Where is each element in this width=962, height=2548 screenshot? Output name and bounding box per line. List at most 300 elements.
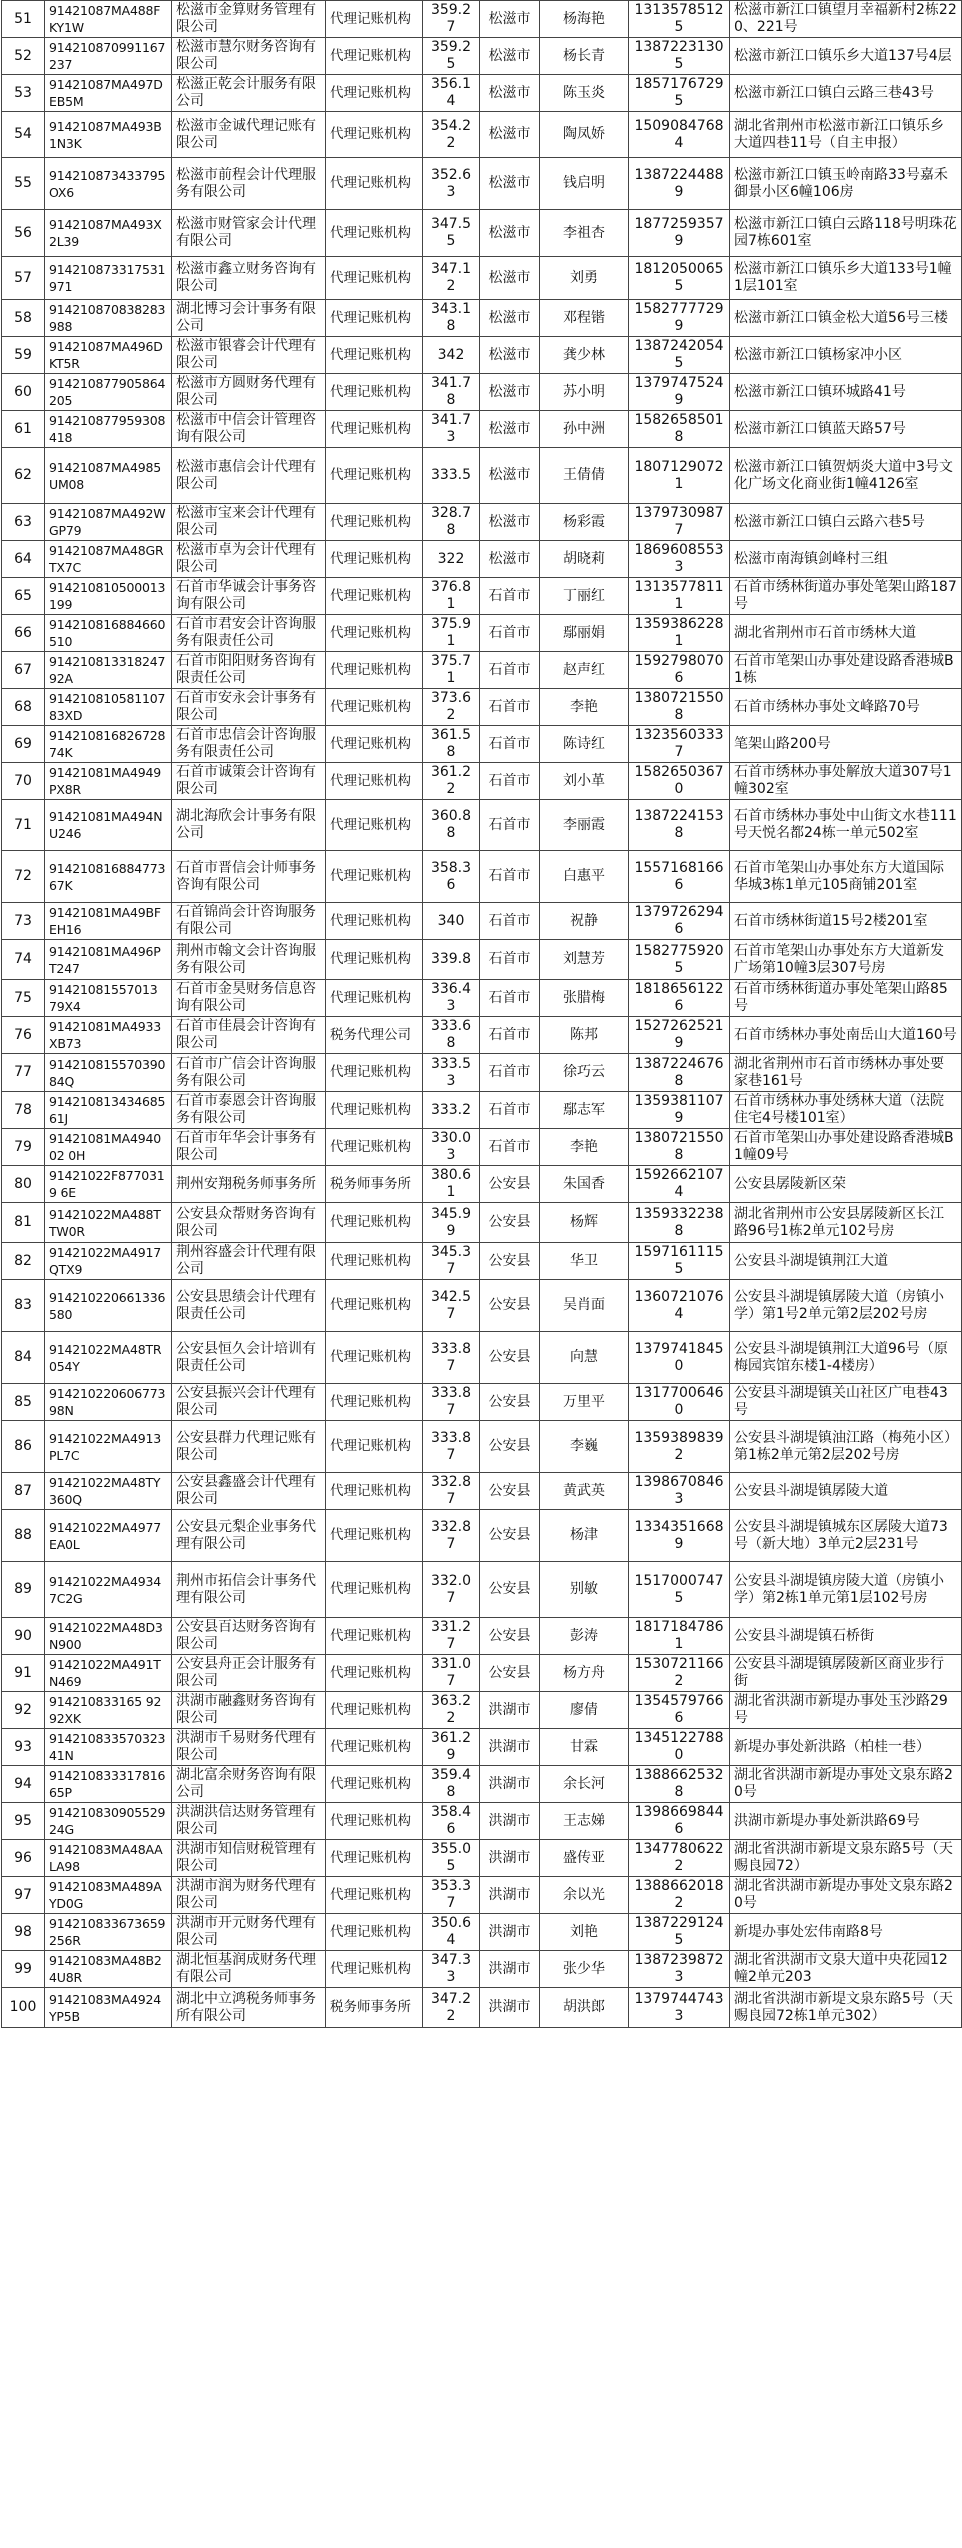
- cell-person: 刘慧芳: [540, 940, 629, 980]
- cell-code: 914210877959308418: [45, 411, 172, 448]
- cell-score: 375.71: [423, 652, 480, 689]
- cell-phone: 13593811079: [629, 1092, 730, 1129]
- cell-city: 松滋市: [480, 411, 540, 448]
- cell-no: 58: [2, 300, 45, 337]
- cell-type: 代理记账机构: [326, 851, 423, 903]
- cell-code: 914210816826728 74K: [45, 726, 172, 763]
- cell-score: 332.87: [423, 1510, 480, 1562]
- cell-address: 松滋市新江口镇贺炳炎大道中3号文化广场文化商业街1幢4126室: [730, 448, 962, 504]
- cell-name: 湖北富余财务咨询有限公司: [172, 1766, 326, 1803]
- cell-code: 914210870838283988: [45, 300, 172, 337]
- cell-city: 公安县: [480, 1562, 540, 1618]
- table-row: [2, 1384, 962, 1421]
- cell-no: 91: [2, 1655, 45, 1692]
- cell-code: 914210815570390 84Q: [45, 1054, 172, 1092]
- table-row: [2, 1562, 962, 1618]
- cell-phone: 18571767295: [629, 75, 730, 112]
- table-row: [2, 257, 962, 300]
- cell-person: 杨长青: [540, 38, 629, 75]
- cell-address: 石首市绣林街道办事处笔架山路187号: [730, 578, 962, 615]
- cell-type: 代理记账机构: [326, 1243, 423, 1280]
- table-row: [2, 1988, 962, 2028]
- cell-name: 石首市广信会计咨询服务有限公司: [172, 1054, 326, 1092]
- cell-address: 湖北省洪湖市新堤文泉东路5号（天赐良园72栋1单元302）: [730, 1988, 962, 2028]
- cell-score: 352.63: [423, 158, 480, 210]
- cell-city: 洪湖市: [480, 1951, 540, 1988]
- cell-type: 代理记账机构: [326, 1766, 423, 1803]
- cell-address: 松滋市新江口镇白云路三巷43号: [730, 75, 962, 112]
- cell-score: 380.61: [423, 1166, 480, 1203]
- table-row: [2, 112, 962, 158]
- table-row: [2, 1655, 962, 1692]
- cell-address: 湖北省洪湖市新堤办事处文泉东路20号: [730, 1766, 962, 1803]
- cell-phone: 13177006460: [629, 1384, 730, 1421]
- cell-code: 91421087MA488FKY1W: [45, 1, 172, 38]
- table-row: [2, 1332, 962, 1384]
- cell-city: 松滋市: [480, 112, 540, 158]
- cell-score: 345.37: [423, 1243, 480, 1280]
- cell-phone: 13797309877: [629, 504, 730, 541]
- cell-no: 61: [2, 411, 45, 448]
- cell-name: 公安县思绩会计代理有限责任公司: [172, 1280, 326, 1332]
- cell-person: 彭涛: [540, 1618, 629, 1655]
- cell-name: 荆州市拓信会计事务代理有限公司: [172, 1562, 326, 1618]
- cell-person: 李丽霞: [540, 800, 629, 851]
- cell-type: 代理记账机构: [326, 652, 423, 689]
- table-row: [2, 726, 962, 763]
- cell-score: 363.22: [423, 1692, 480, 1729]
- cell-city: 洪湖市: [480, 1803, 540, 1840]
- table-row: [2, 1243, 962, 1280]
- cell-code: 914210830905529 24G: [45, 1803, 172, 1840]
- cell-score: 339.8: [423, 940, 480, 980]
- cell-name: 公安县元梨企业事务代理有限公司: [172, 1510, 326, 1562]
- table-row: [2, 337, 962, 374]
- cell-city: 松滋市: [480, 504, 540, 541]
- cell-no: 53: [2, 75, 45, 112]
- cell-person: 鄢丽娟: [540, 615, 629, 652]
- cell-score: 347.55: [423, 210, 480, 257]
- cell-name: 公安县群力代理记账有限公司: [172, 1421, 326, 1473]
- cell-person: 胡晓莉: [540, 541, 629, 578]
- cell-code: 91421022MA48D3N900: [45, 1618, 172, 1655]
- cell-name: 洪湖市千易财务代理有限公司: [172, 1729, 326, 1766]
- cell-type: 代理记账机构: [326, 337, 423, 374]
- cell-type: 代理记账机构: [326, 374, 423, 411]
- cell-city: 松滋市: [480, 158, 540, 210]
- cell-type: 代理记账机构: [326, 1840, 423, 1877]
- cell-phone: 13807215508: [629, 1129, 730, 1166]
- cell-code: 914210833570323 41N: [45, 1729, 172, 1766]
- cell-phone: 13886625328: [629, 1766, 730, 1803]
- cell-phone: 18186561226: [629, 980, 730, 1017]
- cell-type: 代理记账机构: [326, 1092, 423, 1129]
- cell-score: 361.22: [423, 763, 480, 800]
- cell-address: 石首市绣林办事处解放大道307号1幢302室: [730, 763, 962, 800]
- cell-phone: 13135778111: [629, 578, 730, 615]
- table-row: [2, 210, 962, 257]
- cell-score: 361.58: [423, 726, 480, 763]
- cell-phone: 15272625219: [629, 1017, 730, 1054]
- cell-score: 333.5: [423, 448, 480, 504]
- cell-phone: 13593898392: [629, 1421, 730, 1473]
- cell-address: 松滋市南海镇剑峰村三组: [730, 541, 962, 578]
- cell-person: 朱国香: [540, 1166, 629, 1203]
- cell-score: 356.14: [423, 75, 480, 112]
- cell-person: 陈邦: [540, 1017, 629, 1054]
- cell-type: 税务师事务所: [326, 1166, 423, 1203]
- cell-no: 97: [2, 1877, 45, 1914]
- cell-no: 64: [2, 541, 45, 578]
- cell-score: 355.05: [423, 1840, 480, 1877]
- cell-name: 公安县恒久会计培训有限责任公司: [172, 1332, 326, 1384]
- cell-code: 91421087MA493B1N3K: [45, 112, 172, 158]
- cell-address: 松滋市新江口镇乐乡大道133号1幢1层101室: [730, 257, 962, 300]
- cell-score: 360.88: [423, 800, 480, 851]
- cell-address: 公安县斗湖堤镇城东区孱陵大道73号（新大地）3单元2层231号: [730, 1510, 962, 1562]
- table-row: [2, 1510, 962, 1562]
- cell-phone: 15307211662: [629, 1655, 730, 1692]
- cell-address: 公安县斗湖堤镇石桥街: [730, 1618, 962, 1655]
- cell-score: 354.22: [423, 112, 480, 158]
- cell-person: 吴肖面: [540, 1280, 629, 1332]
- cell-city: 松滋市: [480, 257, 540, 300]
- cell-phone: 15971611155: [629, 1243, 730, 1280]
- cell-score: 350.64: [423, 1914, 480, 1951]
- cell-phone: 18071290721: [629, 448, 730, 504]
- cell-person: 陈玉炎: [540, 75, 629, 112]
- cell-type: 代理记账机构: [326, 1951, 423, 1988]
- cell-name: 湖北中立鸿税务师事务所有限公司: [172, 1988, 326, 2028]
- cell-name: 石首市安永会计事务有限公司: [172, 689, 326, 726]
- cell-code: 91421022MA488TTW0R: [45, 1203, 172, 1243]
- cell-no: 99: [2, 1951, 45, 1988]
- cell-person: 余长河: [540, 1766, 629, 1803]
- cell-phone: 13343516689: [629, 1510, 730, 1562]
- cell-person: 钱启明: [540, 158, 629, 210]
- cell-score: 359.25: [423, 38, 480, 75]
- cell-score: 333.87: [423, 1384, 480, 1421]
- cell-person: 刘勇: [540, 257, 629, 300]
- cell-no: 85: [2, 1384, 45, 1421]
- cell-city: 公安县: [480, 1473, 540, 1510]
- table-row: [2, 763, 962, 800]
- cell-city: 公安县: [480, 1384, 540, 1421]
- cell-name: 洪湖市润为财务代理有限公司: [172, 1877, 326, 1914]
- cell-name: 荆州容盛会计代理有限公司: [172, 1243, 326, 1280]
- cell-person: 杨辉: [540, 1203, 629, 1243]
- cell-person: 甘霖: [540, 1729, 629, 1766]
- cell-type: 代理记账机构: [326, 75, 423, 112]
- cell-no: 87: [2, 1473, 45, 1510]
- cell-city: 石首市: [480, 578, 540, 615]
- cell-code: 91421022MA49347C2G: [45, 1562, 172, 1618]
- cell-type: 代理记账机构: [326, 578, 423, 615]
- cell-city: 石首市: [480, 763, 540, 800]
- table-row: [2, 1803, 962, 1840]
- cell-no: 78: [2, 1092, 45, 1129]
- cell-no: 96: [2, 1840, 45, 1877]
- cell-city: 公安县: [480, 1510, 540, 1562]
- cell-name: 石首市君安会计咨询服务有限责任公司: [172, 615, 326, 652]
- cell-code: 91421081MA494NU246: [45, 800, 172, 851]
- cell-person: 杨海艳: [540, 1, 629, 38]
- cell-score: 347.22: [423, 1988, 480, 2028]
- cell-no: 69: [2, 726, 45, 763]
- cell-no: 75: [2, 980, 45, 1017]
- cell-phone: 13797475249: [629, 374, 730, 411]
- cell-code: 91421022MA491TN469: [45, 1655, 172, 1692]
- cell-person: 张少华: [540, 1951, 629, 1988]
- table-row: [2, 1421, 962, 1473]
- cell-phone: 18171847861: [629, 1618, 730, 1655]
- cell-person: 邓程锴: [540, 300, 629, 337]
- cell-address: 石首市绣林办事处绣林大道（法院住宅4号楼101室）: [730, 1092, 962, 1129]
- cell-no: 83: [2, 1280, 45, 1332]
- cell-phone: 13872291245: [629, 1914, 730, 1951]
- cell-name: 石首市华诚会计事务咨询有限公司: [172, 578, 326, 615]
- cell-person: 王志娣: [540, 1803, 629, 1840]
- table-row: [2, 1166, 962, 1203]
- cell-address: 公安县斗湖堤镇荆江大道96号（原梅园宾馆东楼1-4楼房）: [730, 1332, 962, 1384]
- cell-score: 376.81: [423, 578, 480, 615]
- cell-type: 代理记账机构: [326, 940, 423, 980]
- cell-city: 石首市: [480, 1129, 540, 1166]
- cell-address: 湖北省荆州市公安县孱陵新区长江路96号1栋2单元102号房: [730, 1203, 962, 1243]
- cell-code: 91421081MA4933XB73: [45, 1017, 172, 1054]
- cell-no: 84: [2, 1332, 45, 1384]
- cell-score: 331.07: [423, 1655, 480, 1692]
- table-row: [2, 615, 962, 652]
- cell-phone: 13451227880: [629, 1729, 730, 1766]
- cell-city: 松滋市: [480, 448, 540, 504]
- cell-name: 公安县鑫盛会计代理有限公司: [172, 1473, 326, 1510]
- cell-type: 代理记账机构: [326, 1384, 423, 1421]
- cell-city: 公安县: [480, 1280, 540, 1332]
- cell-code: 914210833165 9292XK: [45, 1692, 172, 1729]
- cell-code: 91421087MA48GRTX7C: [45, 541, 172, 578]
- cell-type: 代理记账机构: [326, 1562, 423, 1618]
- cell-address: 湖北省荆州市松滋市新江口镇乐乡大道四巷11号（自主申报）: [730, 112, 962, 158]
- cell-code: 91421081MA494002 0H: [45, 1129, 172, 1166]
- cell-score: 333.68: [423, 1017, 480, 1054]
- cell-address: 石首市绣林街道15号2楼201室: [730, 903, 962, 940]
- cell-type: 代理记账机构: [326, 257, 423, 300]
- cell-code: 914210813434685 61J: [45, 1092, 172, 1129]
- cell-address: 新堤办事处新洪路（柏桂一巷）: [730, 1729, 962, 1766]
- cell-name: 松滋市金算财务管理有限公司: [172, 1, 326, 38]
- cell-type: 代理记账机构: [326, 1203, 423, 1243]
- cell-no: 88: [2, 1510, 45, 1562]
- cell-type: 代理记账机构: [326, 504, 423, 541]
- cell-city: 石首市: [480, 903, 540, 940]
- cell-score: 373.62: [423, 689, 480, 726]
- cell-phone: 13545797666: [629, 1692, 730, 1729]
- cell-person: 胡洪郎: [540, 1988, 629, 2028]
- cell-phone: 15826585018: [629, 411, 730, 448]
- cell-score: 333.53: [423, 1054, 480, 1092]
- cell-no: 90: [2, 1618, 45, 1655]
- cell-phone: 13872244889: [629, 158, 730, 210]
- cell-type: 代理记账机构: [326, 980, 423, 1017]
- cell-name: 松滋市宝来会计代理有限公司: [172, 504, 326, 541]
- cell-address: 石首市笔架山办事处东方大道新发广场第10幢3层307号房: [730, 940, 962, 980]
- cell-address: 石首市绣林办事处中山街文水巷111号天悦名都24栋一单元502室: [730, 800, 962, 851]
- table-row: [2, 1840, 962, 1877]
- cell-city: 公安县: [480, 1655, 540, 1692]
- cell-name: 石首市诚策会计咨询有限公司: [172, 763, 326, 800]
- cell-code: 914210833673659 256R: [45, 1914, 172, 1951]
- table-row: [2, 1951, 962, 1988]
- cell-score: 347.12: [423, 257, 480, 300]
- cell-address: 石首市笔架山办事处建设路香港城B1幢09号: [730, 1129, 962, 1166]
- cell-person: 陈诗红: [540, 726, 629, 763]
- cell-score: 332.07: [423, 1562, 480, 1618]
- cell-score: 336.43: [423, 980, 480, 1017]
- cell-person: 刘小革: [540, 763, 629, 800]
- cell-type: 代理记账机构: [326, 726, 423, 763]
- cell-type: 代理记账机构: [326, 1054, 423, 1092]
- cell-name: 石首市阳阳财务咨询有限责任公司: [172, 652, 326, 689]
- cell-type: 代理记账机构: [326, 1803, 423, 1840]
- cell-type: 代理记账机构: [326, 1692, 423, 1729]
- cell-address: 湖北省洪湖市文泉大道中央花园12幢2单元203: [730, 1951, 962, 1988]
- cell-name: 洪湖市融鑫财务咨询有限公司: [172, 1692, 326, 1729]
- cell-score: 359.27: [423, 1, 480, 38]
- cell-score: 332.87: [423, 1473, 480, 1510]
- cell-score: 345.99: [423, 1203, 480, 1243]
- cell-no: 86: [2, 1421, 45, 1473]
- cell-name: 松滋正乾会计服务有限公司: [172, 75, 326, 112]
- cell-type: 代理记账机构: [326, 903, 423, 940]
- cell-no: 95: [2, 1803, 45, 1840]
- cell-code: 91421081MA496PT247: [45, 940, 172, 980]
- cell-no: 80: [2, 1166, 45, 1203]
- cell-phone: 13797418450: [629, 1332, 730, 1384]
- cell-phone: 13986708463: [629, 1473, 730, 1510]
- cell-city: 石首市: [480, 615, 540, 652]
- cell-person: 李艳: [540, 1129, 629, 1166]
- cell-city: 石首市: [480, 1054, 540, 1092]
- cell-city: 石首市: [480, 980, 540, 1017]
- cell-score: 340: [423, 903, 480, 940]
- cell-no: 81: [2, 1203, 45, 1243]
- cell-type: 税务代理公司: [326, 1017, 423, 1054]
- cell-address: 公安县斗湖堤镇孱陵新区商业步行街: [730, 1655, 962, 1692]
- cell-code: 914210816884773 67K: [45, 851, 172, 903]
- cell-address: 公安县斗湖堤镇孱陵大道: [730, 1473, 962, 1510]
- cell-address: 湖北省洪湖市新堤文泉东路5号（天赐良园72）: [730, 1840, 962, 1877]
- table-row: [2, 504, 962, 541]
- cell-phone: 13872241538: [629, 800, 730, 851]
- cell-address: 松滋市新江口镇环城路41号: [730, 374, 962, 411]
- cell-no: 56: [2, 210, 45, 257]
- cell-no: 59: [2, 337, 45, 374]
- cell-no: 54: [2, 112, 45, 158]
- cell-address: 松滋市新江口镇白云路六巷5号: [730, 504, 962, 541]
- cell-phone: 13477806222: [629, 1840, 730, 1877]
- cell-address: 湖北省荆州市石首市绣林大道: [730, 615, 962, 652]
- cell-no: 79: [2, 1129, 45, 1166]
- cell-no: 71: [2, 800, 45, 851]
- cell-name: 公安县舟正会计服务有限公司: [172, 1655, 326, 1692]
- cell-code: 91421022MA4977EA0L: [45, 1510, 172, 1562]
- cell-city: 石首市: [480, 940, 540, 980]
- cell-type: 代理记账机构: [326, 448, 423, 504]
- cell-name: 松滋市中信会计管理咨询有限公司: [172, 411, 326, 448]
- cell-city: 洪湖市: [480, 1988, 540, 2028]
- cell-code: 914210870991167237: [45, 38, 172, 75]
- cell-code: 914210816884660510: [45, 615, 172, 652]
- cell-no: 52: [2, 38, 45, 75]
- cell-person: 龚少林: [540, 337, 629, 374]
- cell-person: 李祖杏: [540, 210, 629, 257]
- cell-code: 91421083MA48B24U8R: [45, 1951, 172, 1988]
- cell-address: 松滋市新江口镇望月幸福新村2栋220、221号: [730, 1, 962, 38]
- cell-score: 361.29: [423, 1729, 480, 1766]
- cell-city: 松滋市: [480, 75, 540, 112]
- cell-phone: 15571681666: [629, 851, 730, 903]
- cell-code: 91421087MA492WGP79: [45, 504, 172, 541]
- cell-city: 洪湖市: [480, 1840, 540, 1877]
- cell-no: 94: [2, 1766, 45, 1803]
- cell-address: 石首市绣林办事处南岳山大道160号: [730, 1017, 962, 1054]
- cell-no: 51: [2, 1, 45, 38]
- cell-name: 公安县众帮财务咨询有限公司: [172, 1203, 326, 1243]
- cell-person: 杨方舟: [540, 1655, 629, 1692]
- table-row: [2, 1729, 962, 1766]
- cell-name: 松滋市惠信会计代理有限公司: [172, 448, 326, 504]
- cell-score: 342: [423, 337, 480, 374]
- table-row: [2, 851, 962, 903]
- cell-no: 98: [2, 1914, 45, 1951]
- cell-no: 63: [2, 504, 45, 541]
- table-row: [2, 652, 962, 689]
- cell-name: 松滋市财管家会计代理有限公司: [172, 210, 326, 257]
- cell-score: 342.57: [423, 1280, 480, 1332]
- cell-person: 陶凤娇: [540, 112, 629, 158]
- cell-score: 343.18: [423, 300, 480, 337]
- cell-code: 91421022MA48TY360Q: [45, 1473, 172, 1510]
- cell-type: 代理记账机构: [326, 1280, 423, 1332]
- cell-no: 62: [2, 448, 45, 504]
- cell-type: 代理记账机构: [326, 1129, 423, 1166]
- cell-person: 徐巧云: [540, 1054, 629, 1092]
- cell-address: 松滋市新江口镇杨家冲小区: [730, 337, 962, 374]
- cell-phone: 13797262946: [629, 903, 730, 940]
- cell-person: 苏小明: [540, 374, 629, 411]
- cell-city: 洪湖市: [480, 1766, 540, 1803]
- cell-address: 公安县斗湖堤镇关山社区广电巷43号: [730, 1384, 962, 1421]
- cell-phone: 18120500655: [629, 257, 730, 300]
- cell-city: 洪湖市: [480, 1692, 540, 1729]
- table-row: [2, 1280, 962, 1332]
- cell-person: 黄武英: [540, 1473, 629, 1510]
- cell-no: 57: [2, 257, 45, 300]
- cell-type: 代理记账机构: [326, 112, 423, 158]
- cell-code: 91421083MA489AYD0G: [45, 1877, 172, 1914]
- cell-address: 洪湖市新堤办事处新洪路69号: [730, 1803, 962, 1840]
- cell-score: 358.46: [423, 1803, 480, 1840]
- cell-city: 石首市: [480, 689, 540, 726]
- cell-phone: 15170007475: [629, 1562, 730, 1618]
- cell-city: 松滋市: [480, 38, 540, 75]
- cell-code: 91421087MA493X2L39: [45, 210, 172, 257]
- cell-name: 石首市佳晨会计咨询有限公司: [172, 1017, 326, 1054]
- cell-city: 松滋市: [480, 337, 540, 374]
- cell-address: 湖北省洪湖市新堤办事处文泉东路20号: [730, 1877, 962, 1914]
- table-row: [2, 300, 962, 337]
